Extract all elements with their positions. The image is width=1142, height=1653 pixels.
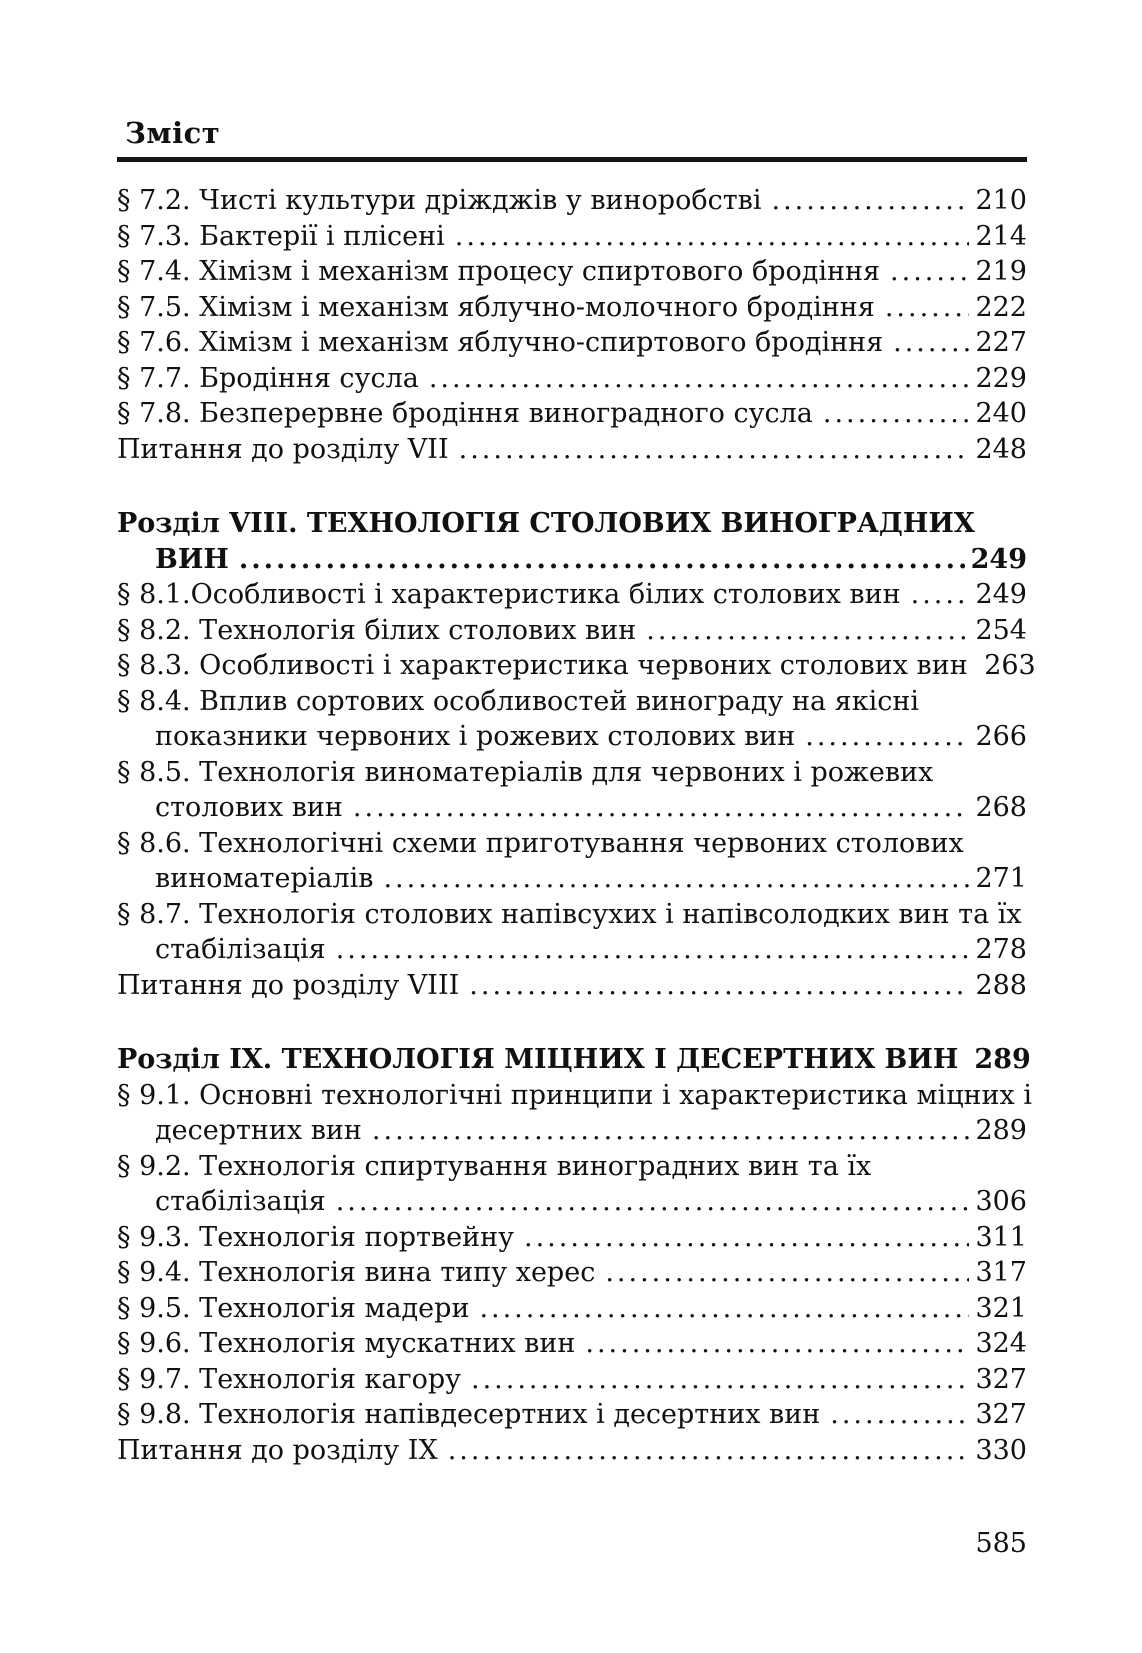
toc-page-number: 227 xyxy=(975,327,1027,358)
toc-leader-dots xyxy=(524,1220,969,1256)
toc-entry xyxy=(117,1255,1027,1291)
toc-entry-text: § 7.6. Хімізм і механізм яблучно-спиртового бродіння xyxy=(117,327,884,358)
toc-entry-text: § 9.1. Основні технологічні принципи і характеристика міцних і xyxy=(117,1079,1032,1111)
page-title: Зміст xyxy=(125,116,221,150)
toc-entry xyxy=(117,897,1027,933)
toc-page-number: 266 xyxy=(975,721,1027,752)
toc-page-number: 321 xyxy=(975,1292,1027,1324)
toc-entry xyxy=(117,219,1027,255)
toc-leader-dots xyxy=(585,1326,969,1362)
toc-entry-text: § 7.5. Хімізм і механізм яблучно-молочного бродіння xyxy=(117,291,875,323)
toc-entry-text: § 7.7. Бродіння сусла xyxy=(117,362,419,394)
toc-page-number: 289 xyxy=(975,1115,1027,1146)
toc-leader-dots xyxy=(383,861,969,897)
toc-page-number: 214 xyxy=(975,220,1027,252)
toc-entry xyxy=(117,932,1027,968)
toc-leader-dots xyxy=(469,968,969,1004)
toc-entry xyxy=(117,361,1027,397)
toc-page-number: 249 xyxy=(975,579,1027,610)
toc-leader-dots xyxy=(772,183,970,219)
toc-leader-dots xyxy=(911,577,969,613)
toc-leader-dots xyxy=(479,1291,969,1327)
toc-entry xyxy=(117,1397,1027,1433)
toc-page-number: 327 xyxy=(975,1363,1027,1395)
toc-leader-dots xyxy=(605,1255,969,1291)
toc-entry-text: Розділ IX. ТЕХНОЛОГІЯ МІЦНИХ І ДЕСЕРТНИХ ВИН xyxy=(117,1044,959,1075)
toc-entry-text: § 8.2. Технологія білих столових вин xyxy=(117,614,637,646)
toc-entry-text: § 9.6. Технологія мускатних вин xyxy=(117,1328,576,1359)
toc-entry xyxy=(117,1113,1027,1149)
toc-entry xyxy=(117,1291,1027,1327)
toc-entry xyxy=(117,1042,1031,1078)
toc-entry xyxy=(117,968,1027,1004)
toc-leader-dots xyxy=(823,396,969,432)
toc-entry-text: § 8.1.Особливості і характеристика білих столових вин xyxy=(117,579,901,610)
toc-page-number: 248 xyxy=(975,433,1027,465)
toc-entry-text: Розділ VIII. ТЕХНОЛОГІЯ СТОЛОВИХ ВИНОГРАДНИХ xyxy=(117,508,975,539)
toc-entry-text: виноматеріалів xyxy=(155,863,374,894)
toc-entry-text: § 8.5. Технологія виноматеріалів для червоних і рожевих xyxy=(117,756,934,788)
toc-leader-dots xyxy=(372,1113,969,1149)
toc-page-number: 222 xyxy=(975,291,1027,323)
page-content xyxy=(117,116,1036,1468)
toc-leader-dots xyxy=(429,361,969,397)
toc-page-number: 306 xyxy=(975,1186,1027,1217)
toc-entry-text: Питання до розділу IX xyxy=(117,1434,438,1466)
toc-leader-dots xyxy=(830,1397,969,1433)
toc-entry xyxy=(117,861,1027,897)
toc-list xyxy=(117,183,1036,1468)
toc-entry-text: стабілізація xyxy=(155,934,326,965)
toc-entry-text: ВИН xyxy=(155,543,229,575)
toc-page-number: 263 xyxy=(984,650,1036,681)
toc-page-number: 330 xyxy=(975,1434,1027,1466)
toc-entry-text: § 8.6. Технологічні схеми приготування червоних столових xyxy=(117,827,964,859)
toc-entry-text: Питання до розділу VII xyxy=(117,433,449,465)
toc-entry xyxy=(117,1078,1032,1114)
toc-entry-text: § 8.4. Вплив сортових особливостей винограду на якісні xyxy=(117,685,919,717)
toc-entry-text: § 7.8. Безперервне бродіння виноградного сусла xyxy=(117,398,813,429)
toc-page-number: 268 xyxy=(975,792,1027,823)
toc-leader-dots xyxy=(336,932,969,968)
toc-entry xyxy=(117,1149,1027,1185)
toc-page-number: 219 xyxy=(975,256,1027,287)
toc-entry xyxy=(117,755,1027,791)
toc-entry-text: Питання до розділу VIII xyxy=(117,969,460,1001)
toc-page-number: 249 xyxy=(970,543,1027,575)
toc-leader-dots xyxy=(455,219,969,255)
toc-page-number: 254 xyxy=(975,614,1027,646)
toc-entry xyxy=(117,432,1027,468)
toc-entry xyxy=(117,506,1027,542)
toc-leader-dots xyxy=(471,1362,969,1398)
toc-leader-dots xyxy=(459,432,969,468)
toc-entry xyxy=(117,1326,1027,1362)
toc-entry-text: § 9.3. Технологія портвейну xyxy=(117,1221,514,1253)
toc-leader-dots xyxy=(890,254,969,290)
toc-entry-text: показники червоних і рожевих столових вин xyxy=(155,721,796,752)
toc-entry-text: столових вин xyxy=(155,792,343,823)
toc-entry xyxy=(117,648,1036,684)
toc-entry-text: § 7.2. Чисті культури дріжджів у виноробстві xyxy=(117,185,762,216)
toc-entry xyxy=(117,719,1027,755)
toc-leader-dots xyxy=(336,1184,969,1220)
toc-entry-text: § 9.4. Технологія вина типу херес xyxy=(117,1257,596,1288)
toc-entry xyxy=(117,1362,1027,1398)
toc-entry xyxy=(117,790,1027,826)
toc-entry xyxy=(117,1184,1027,1220)
toc-entry-text: § 7.3. Бактерії і плісені xyxy=(117,220,445,252)
toc-page-number: 278 xyxy=(975,934,1027,965)
toc-entry xyxy=(117,396,1027,432)
toc-entry-text: § 8.7. Технологія столових напівсухих і напівсолодких вин та їх xyxy=(117,898,1022,930)
toc-leader-dots xyxy=(239,542,965,578)
toc-page-number: 240 xyxy=(975,398,1027,429)
toc-page-number: 229 xyxy=(975,362,1027,394)
toc-page-number: 311 xyxy=(975,1221,1027,1253)
toc-entry xyxy=(117,1433,1027,1469)
toc-leader-dots xyxy=(893,325,969,361)
toc-entry xyxy=(117,1220,1027,1256)
toc-entry xyxy=(117,183,1027,219)
toc-entry-text: § 7.4. Хімізм і механізм процесу спиртового бродіння xyxy=(117,256,881,287)
toc-leader-dots xyxy=(885,290,969,326)
toc-entry xyxy=(117,542,1027,578)
toc-page-number: 288 xyxy=(975,969,1027,1001)
toc-leader-dots xyxy=(353,790,969,826)
toc-page-number: 324 xyxy=(975,1328,1027,1359)
toc-entry-text: десертних вин xyxy=(155,1115,362,1146)
toc-page-number: 317 xyxy=(975,1257,1027,1288)
toc-entry xyxy=(117,254,1027,290)
toc-entry-text: стабілізація xyxy=(155,1186,326,1217)
toc-page-number: 210 xyxy=(975,185,1027,216)
toc-entry-text: § 9.7. Технологія кагору xyxy=(117,1363,461,1395)
toc-leader-dots xyxy=(646,613,969,649)
toc-page-number: 271 xyxy=(975,863,1027,894)
toc-entry xyxy=(117,684,1027,720)
folio-page-number: 585 xyxy=(975,1528,1027,1559)
toc-leader-dots xyxy=(448,1433,969,1469)
toc-page-number: 289 xyxy=(974,1044,1031,1075)
header-rule xyxy=(117,157,1027,162)
toc-entry xyxy=(117,577,1027,613)
toc-entry-text: § 9.5. Технологія мадери xyxy=(117,1292,470,1324)
toc-entry-text: § 8.3. Особливості і характеристика червоних столових вин xyxy=(117,650,968,681)
toc-entry xyxy=(117,613,1027,649)
toc-entry xyxy=(117,290,1027,326)
toc-entry-text: § 9.8. Технологія напівдесертних і десертних вин xyxy=(117,1399,821,1430)
toc-leader-dots xyxy=(805,719,969,755)
toc-entry-text: § 9.2. Технологія спиртування виноградних вин та їх xyxy=(117,1150,872,1182)
toc-page-number: 327 xyxy=(975,1399,1027,1430)
toc-entry xyxy=(117,325,1027,361)
toc-entry xyxy=(117,826,1027,862)
